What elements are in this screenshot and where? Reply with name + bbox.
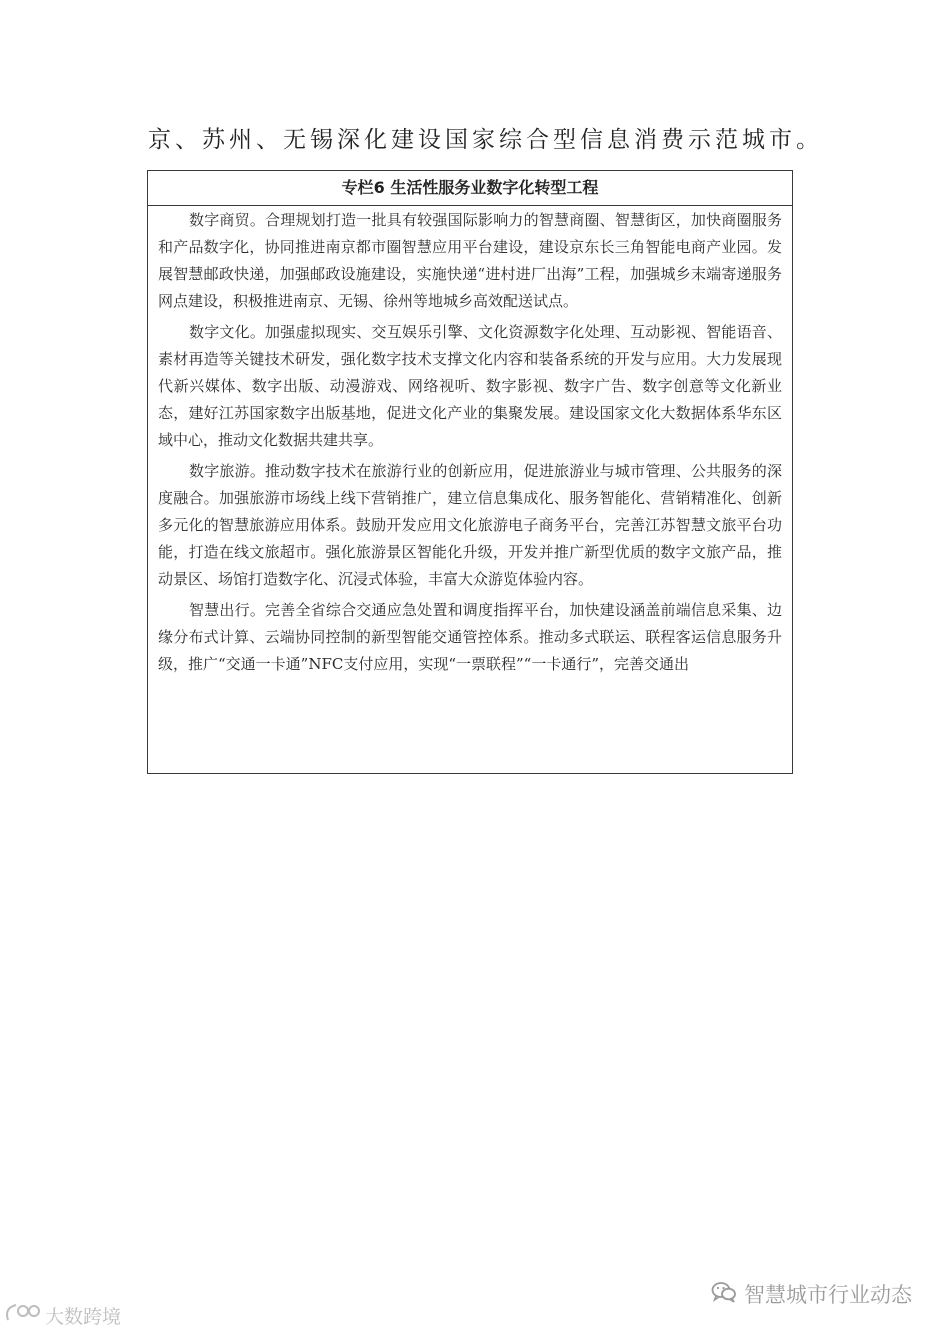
paragraph-digital-tourism: 数字旅游。推动数字技术在旅游行业的创新应用，促进旅游业与城市管理、公共服务的深度融合。加强旅游市场线上线下营销推广，建立信息集成化、服务智能化、营销精准化、创新多元化的智慧旅游应用体系。鼓励开发应用文化旅游电子商务平台，完善江苏智慧文旅平台功能，打造在线文旅超市。强化旅游景区智能化升级，开发并推广新型优质的数字文旅产品，推动景区、场馆打造数字化、沉浸式体验，丰富大众游览体验内容。 [158, 462, 782, 588]
watermark-left [2, 1303, 121, 1327]
paragraph-digital-commerce: 数字商贸。合理规划打造一批具有较强国际影响力的智慧商圈、智慧街区，加快商圈服务和产品数字化，协同推进南京都市圈智慧应用平台建设，建设京东长三角智能电商产业园。发展智慧邮政快递，加强邮政设施建设，实施快递“进村进厂出海”工程，加强城乡末端寄递服务网点建设，积极推进南京、无锡、徐州等地城乡高效配送试点。 [158, 211, 782, 310]
column-box-title: 专栏6 生活性服务业数字化转型工程 [148, 171, 792, 206]
lead-text-line: 京、苏州、无锡深化建设国家综合型信息消费示范城市。 [148, 127, 823, 153]
watermark-right [711, 1280, 912, 1308]
column-box-body [148, 206, 792, 678]
brand-logo-icon [2, 1302, 42, 1329]
paragraph-smart-travel: 智慧出行。完善全省综合交通应急处置和调度指挥平台，加快建设涵盖前端信息采集、边缘分布式计算、云端协同控制的新型智能交通管控体系。推动多式联运、联程客运信息服务升级，推广“交通一卡通”NFC支付应用，实现“一票联程”“一卡通行”，完善交通出 [158, 601, 782, 673]
paragraph-digital-culture: 数字文化。加强虚拟现实、交互娱乐引擎、文化资源数字化处理、互动影视、智能语音、素材再造等关键技术研发，强化数字技术支撑文化内容和装备系统的开发与应用。大力发展现代新兴媒体、数字出版、动漫游戏、网络视听、数字影视、数字广告、数字创意等文化新业态，建好江苏国家数字出版基地，促进文化产业的集聚发展。建设国家文化大数据体系华东区域中心，推动文化数据共建共享。 [158, 323, 782, 449]
column-box [147, 170, 793, 774]
watermark-right-text: 智慧城市行业动态 [744, 1283, 912, 1307]
watermark-left-text: 大数跨境 [45, 1305, 122, 1328]
wechat-icon [711, 1280, 737, 1309]
